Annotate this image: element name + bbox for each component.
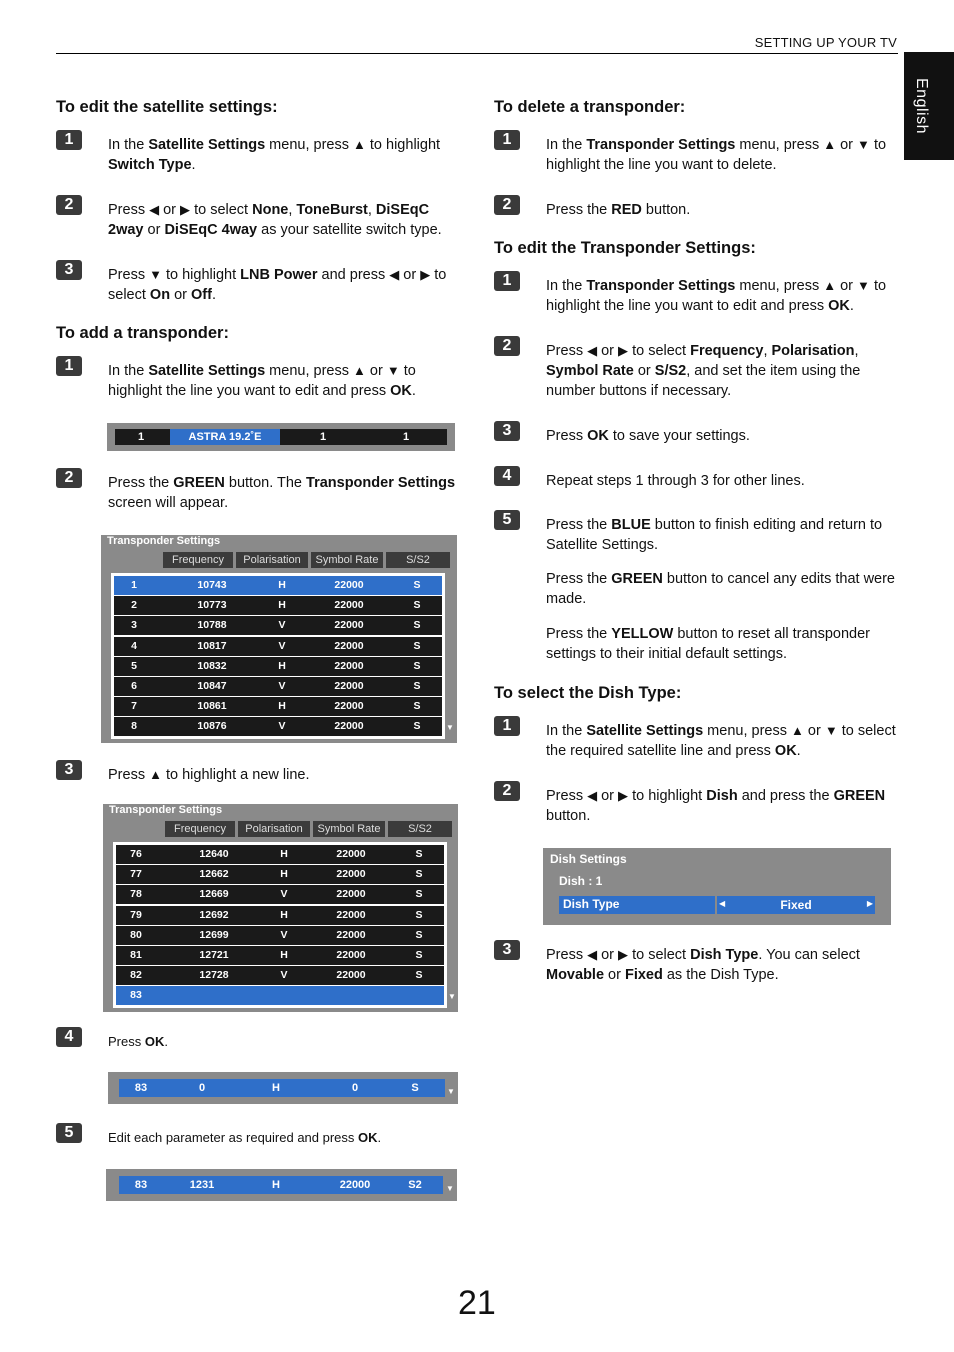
transponder-cell: 22000 bbox=[334, 639, 364, 652]
step-number-5: 5 bbox=[494, 510, 520, 530]
transponder-cell: S bbox=[415, 848, 423, 860]
panel-title: Transponder Settings bbox=[109, 804, 223, 816]
strip-cell: 1 bbox=[319, 431, 327, 443]
strip-cell: 0 bbox=[198, 1082, 206, 1094]
transponder-cell: V bbox=[278, 680, 286, 692]
transponder-cell: H bbox=[278, 700, 286, 713]
transponder-row[interactable] bbox=[114, 657, 442, 676]
transponder-cell: 83 bbox=[130, 989, 142, 1002]
step-number-4: 4 bbox=[56, 1027, 82, 1047]
dish-type-label: Dish Type bbox=[563, 897, 620, 911]
transponder-cell: 6 bbox=[131, 680, 137, 692]
transponder-cell: S bbox=[415, 928, 423, 941]
col-header-frequency: Frequency bbox=[163, 552, 233, 568]
transponder-row[interactable] bbox=[114, 697, 442, 716]
transponder-cell: 22000 bbox=[336, 928, 366, 941]
transponder-cell: 12640 bbox=[199, 848, 229, 860]
transponder-cell: S bbox=[413, 639, 421, 652]
step-number-1: 1 bbox=[494, 130, 520, 150]
transponder-cell: 22000 bbox=[334, 700, 364, 713]
dish-settings-panel bbox=[543, 848, 891, 925]
edit-tp-green-note: Press the GREEN button to cancel any edits that were made. bbox=[546, 571, 896, 607]
transponder-settings-panel bbox=[103, 804, 458, 1012]
strip-cell-satellite-name: ASTRA 19.2˚E bbox=[170, 429, 280, 445]
edit-tp-step3-text: Press OK to save your settings. bbox=[546, 428, 750, 444]
transponder-row[interactable] bbox=[114, 677, 442, 696]
transponder-cell: 82 bbox=[130, 969, 142, 982]
transponder-row[interactable] bbox=[116, 885, 444, 904]
transponder-cell: 10788 bbox=[197, 619, 227, 632]
transponder-row[interactable] bbox=[116, 865, 444, 884]
transponder-cell: 22000 bbox=[336, 969, 366, 982]
transponder-cell: 78 bbox=[130, 888, 142, 901]
step-number-1: 1 bbox=[56, 356, 82, 376]
edit-tp-step2-text: Press ◀ or ▶ to select Frequency, Polarisation, Symbol Rate or S/S2, and set the item using the number buttons if necessary. bbox=[546, 343, 861, 399]
step-number-3: 3 bbox=[56, 260, 82, 280]
transponder-cell: H bbox=[280, 868, 288, 881]
transponder-row[interactable] bbox=[114, 576, 442, 595]
transponder-settings-panel bbox=[101, 535, 457, 743]
transponder-cell: H bbox=[280, 848, 288, 860]
satellite-line-strip bbox=[107, 423, 455, 451]
transponder-cell: 7 bbox=[131, 700, 137, 713]
strip-cell: S2 bbox=[408, 1179, 422, 1191]
transponder-cell: 22000 bbox=[334, 599, 364, 612]
step-number-4: 4 bbox=[494, 466, 520, 486]
add-tp-step3-text: Press ▲ to highlight a new line. bbox=[108, 767, 310, 783]
transponder-cell: S bbox=[413, 680, 421, 692]
transponder-cell: H bbox=[278, 599, 286, 612]
transponder-cell: 81 bbox=[130, 949, 142, 961]
transponder-cell: V bbox=[278, 720, 286, 733]
transponder-cell: S bbox=[413, 700, 421, 713]
scroll-down-icon: ▼ bbox=[448, 992, 456, 1001]
transponder-cell: S bbox=[415, 868, 423, 881]
edit-transponder-heading: To edit the Transponder Settings: bbox=[494, 239, 756, 257]
transponder-cell: V bbox=[278, 639, 286, 652]
transponder-cell: 22000 bbox=[336, 908, 366, 921]
transponder-cell: 22000 bbox=[336, 848, 366, 860]
transponder-cell: S bbox=[415, 908, 423, 921]
edited-line-strip bbox=[106, 1169, 457, 1201]
section-header: SETTING UP YOUR TV bbox=[754, 35, 897, 50]
edit-tp-step1-text: In the Transponder Settings menu, press ▲ or ▼ to highlight the line you want to edit and press OK. bbox=[546, 278, 887, 314]
step-number-1: 1 bbox=[494, 716, 520, 736]
transponder-cell: 22000 bbox=[334, 720, 364, 733]
add-transponder-heading: To add a transponder: bbox=[56, 324, 229, 342]
transponder-cell: 10817 bbox=[197, 639, 227, 652]
edit-tp-yellow-note: Press the YELLOW button to reset all transponder settings to their initial default settings. bbox=[546, 626, 870, 662]
add-tp-step5-text: Edit each parameter as required and press OK. bbox=[108, 1130, 382, 1145]
transponder-cell: 12662 bbox=[199, 868, 229, 881]
scroll-down-icon: ▼ bbox=[447, 1087, 455, 1096]
transponder-cell: S bbox=[413, 599, 421, 612]
page-number: 21 bbox=[458, 1284, 496, 1322]
transponder-list bbox=[113, 842, 447, 1008]
transponder-cell: 12721 bbox=[199, 949, 229, 961]
transponder-cell: 10876 bbox=[197, 720, 227, 733]
transponder-cell: 22000 bbox=[334, 619, 364, 632]
transponder-list bbox=[111, 573, 445, 739]
transponder-cell: 22000 bbox=[336, 888, 366, 901]
language-tab bbox=[904, 52, 954, 160]
dish-step1-text: In the Satellite Settings menu, press ▲ or ▼ to select the required satellite line and press OK. bbox=[546, 723, 896, 759]
transponder-cell: S bbox=[413, 619, 421, 632]
step-number-5: 5 bbox=[56, 1123, 82, 1143]
transponder-cell: 4 bbox=[131, 639, 137, 652]
arrow-right-icon[interactable]: ▶ bbox=[866, 899, 873, 908]
col-header-polarisation: Polarisation bbox=[238, 821, 310, 837]
col-header-s-s2: S/S2 bbox=[386, 552, 450, 568]
transponder-cell: 22000 bbox=[334, 680, 364, 692]
transponder-cell: H bbox=[280, 949, 288, 961]
header-rule bbox=[56, 53, 898, 54]
add-tp-step4-text: Press OK. bbox=[108, 1034, 168, 1049]
transponder-cell: 2 bbox=[131, 599, 137, 612]
new-line-strip bbox=[108, 1072, 458, 1104]
strip-cell: 83 bbox=[134, 1082, 148, 1094]
transponder-row[interactable] bbox=[114, 717, 442, 736]
transponder-cell: 12728 bbox=[199, 969, 229, 982]
transponder-cell: S bbox=[413, 720, 421, 733]
transponder-row[interactable] bbox=[116, 946, 444, 965]
step-number-1: 1 bbox=[494, 271, 520, 291]
transponder-cell: S bbox=[413, 659, 421, 672]
new-line-row bbox=[119, 1079, 445, 1097]
strip-cell: 1 bbox=[402, 431, 410, 443]
strip-cell: H bbox=[272, 1179, 280, 1191]
col-header-symbol-rate: Symbol Rate bbox=[311, 552, 383, 568]
transponder-cell: S bbox=[415, 969, 423, 982]
col-header-symbol-rate: Symbol Rate bbox=[313, 821, 385, 837]
dish-panel-title: Dish Settings bbox=[550, 852, 627, 866]
transponder-cell: 10861 bbox=[197, 700, 227, 713]
transponder-cell: 77 bbox=[130, 868, 142, 881]
strip-cell: 22000 bbox=[339, 1179, 371, 1191]
edit-sat-step3-text: Press ▼ to highlight LNB Power and press ◀ or ▶ to select On or Off. bbox=[108, 267, 447, 303]
dish-type-row[interactable] bbox=[559, 896, 715, 914]
edited-line-row bbox=[119, 1176, 443, 1194]
transponder-row[interactable] bbox=[116, 966, 444, 985]
transponder-cell: H bbox=[280, 908, 288, 921]
transponder-cell: V bbox=[280, 888, 288, 901]
dish-number-label: Dish : 1 bbox=[559, 874, 603, 888]
transponder-cell: 10847 bbox=[197, 680, 227, 692]
step-number-2: 2 bbox=[494, 336, 520, 356]
transponder-cell: 10743 bbox=[197, 579, 227, 591]
add-tp-step2-text: Press the GREEN button. The Transponder Settings screen will appear. bbox=[108, 475, 456, 511]
add-tp-step1-text: In the Satellite Settings menu, press ▲ or ▼ to highlight the line you want to edit and press OK. bbox=[108, 363, 416, 399]
transponder-cell: 1 bbox=[131, 579, 137, 591]
step-number-2: 2 bbox=[56, 195, 82, 215]
edit-tp-step4-text: Repeat steps 1 through 3 for other lines. bbox=[546, 473, 805, 489]
edit-tp-step5-text: Press the BLUE button to finish editing and return to Satellite Settings. bbox=[546, 517, 883, 553]
strip-cell: 1231 bbox=[189, 1179, 215, 1191]
edit-sat-step1-text: In the Satellite Settings menu, press ▲ to highlight Switch Type. bbox=[108, 137, 441, 173]
step-number-1: 1 bbox=[56, 130, 82, 150]
dish-step3-text: Press ◀ or ▶ to select Dish Type. You can select Movable or Fixed as the Dish Type. bbox=[546, 947, 860, 983]
del-tp-step1-text: In the Transponder Settings menu, press ▲ or ▼ to highlight the line you want to delete. bbox=[546, 137, 887, 173]
transponder-cell: H bbox=[278, 659, 286, 672]
column-headers bbox=[165, 821, 452, 837]
transponder-cell: 22000 bbox=[336, 868, 366, 881]
transponder-cell: 10832 bbox=[197, 659, 227, 672]
scroll-down-icon: ▼ bbox=[446, 1184, 454, 1193]
transponder-cell: S bbox=[413, 579, 421, 591]
transponder-cell: 76 bbox=[130, 848, 142, 860]
arrow-left-icon[interactable]: ◀ bbox=[719, 899, 726, 908]
transponder-row[interactable] bbox=[114, 596, 442, 615]
language-tab-label: English bbox=[913, 78, 930, 134]
transponder-cell: 12699 bbox=[199, 928, 229, 941]
transponder-row[interactable] bbox=[116, 986, 444, 1005]
delete-transponder-heading: To delete a transponder: bbox=[494, 98, 686, 116]
transponder-cell: H bbox=[278, 579, 286, 591]
step-number-2: 2 bbox=[56, 468, 82, 488]
transponder-cell: 12669 bbox=[199, 888, 229, 901]
transponder-cell: 12692 bbox=[199, 908, 229, 921]
dish-type-value: Fixed bbox=[780, 898, 812, 912]
transponder-cell: V bbox=[280, 969, 288, 982]
dish-type-selector[interactable] bbox=[717, 896, 875, 914]
transponder-row[interactable] bbox=[116, 845, 444, 864]
transponder-cell: 3 bbox=[131, 619, 137, 632]
col-header-s-s2: S/S2 bbox=[388, 821, 452, 837]
col-header-polarisation: Polarisation bbox=[236, 552, 308, 568]
scroll-down-icon: ▼ bbox=[446, 723, 454, 732]
transponder-row[interactable] bbox=[116, 906, 444, 925]
transponder-cell: V bbox=[278, 619, 286, 632]
step-number-3: 3 bbox=[494, 421, 520, 441]
column-headers bbox=[163, 552, 450, 568]
strip-cell: S bbox=[411, 1082, 419, 1094]
transponder-cell: V bbox=[280, 928, 288, 941]
panel-title: Transponder Settings bbox=[107, 535, 221, 547]
step-number-3: 3 bbox=[494, 940, 520, 960]
transponder-cell: 22000 bbox=[334, 579, 364, 591]
transponder-row[interactable] bbox=[116, 926, 444, 945]
strip-cell: H bbox=[272, 1082, 280, 1094]
transponder-cell: 79 bbox=[130, 908, 142, 921]
step-number-2: 2 bbox=[494, 195, 520, 215]
transponder-cell: 80 bbox=[130, 928, 142, 941]
transponder-cell: 22000 bbox=[336, 949, 366, 961]
strip-cell: 1 bbox=[137, 431, 145, 443]
strip-cell: 0 bbox=[351, 1082, 359, 1094]
transponder-cell: 5 bbox=[131, 659, 137, 672]
edit-satellite-heading: To edit the satellite settings: bbox=[56, 98, 278, 116]
transponder-row[interactable] bbox=[114, 616, 442, 635]
del-tp-step2-text: Press the RED button. bbox=[546, 202, 691, 218]
dish-step2-text: Press ◀ or ▶ to highlight Dish and press the GREEN button. bbox=[546, 788, 886, 824]
step-number-3: 3 bbox=[56, 760, 82, 780]
transponder-cell: S bbox=[415, 888, 423, 901]
strip-cell: 83 bbox=[134, 1179, 148, 1191]
transponder-cell: 8 bbox=[131, 720, 137, 733]
transponder-cell: S bbox=[415, 949, 423, 961]
col-header-frequency: Frequency bbox=[165, 821, 235, 837]
edit-sat-step2-text: Press ◀ or ▶ to select None, ToneBurst, DiSEqC 2way or DiSEqC 4way as your satellite switch type. bbox=[108, 202, 442, 238]
dish-type-heading: To select the Dish Type: bbox=[494, 684, 682, 702]
transponder-cell: 22000 bbox=[334, 659, 364, 672]
transponder-cell: 10773 bbox=[197, 599, 227, 612]
step-number-2: 2 bbox=[494, 781, 520, 801]
transponder-row[interactable] bbox=[114, 637, 442, 656]
